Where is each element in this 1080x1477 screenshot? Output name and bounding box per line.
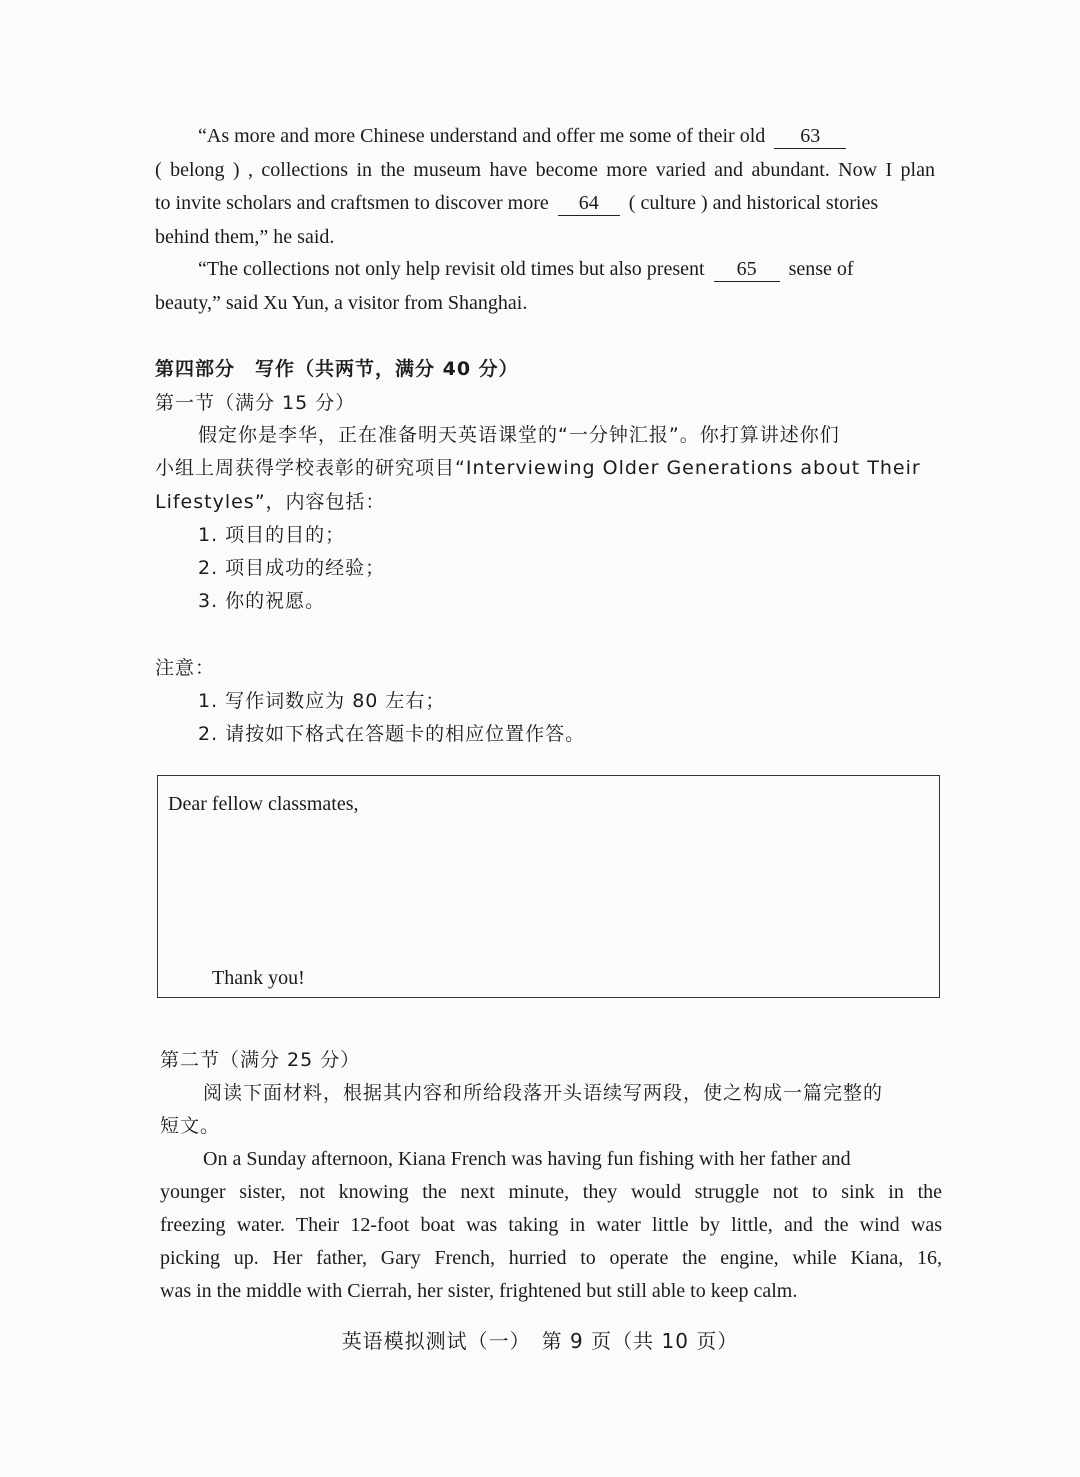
part4-heading: 第四部分 写作（共两节，满分 40 分）	[155, 358, 519, 380]
note-1: 1. 写作词数应为 80 左右；	[198, 690, 446, 712]
section2-prompt-line2: 短文。	[160, 1115, 221, 1137]
blank-64: 64	[558, 191, 620, 216]
blank-63: 63	[774, 124, 846, 149]
content-item-2: 2. 项目成功的经验；	[198, 557, 386, 579]
text-span: to invite scholars and craftsmen to discover more	[155, 192, 549, 214]
text-span: “The collections not only help revisit old times but also present	[198, 258, 705, 280]
section1-prompt-line1: 假定你是李华，正在准备明天英语课堂的“一分钟汇报”。你打算讲述你们	[198, 424, 840, 446]
story-line-5: was in the middle with Cierrah, her sister, frightened but still able to keep calm.	[160, 1280, 798, 1302]
section1-heading: 第一节（满分 15 分）	[155, 392, 356, 414]
section1-prompt-line3: Lifestyles”，内容包括：	[155, 491, 386, 513]
text-span: “As more and more Chinese understand and offer me some of their old	[198, 125, 766, 147]
story-line-1: On a Sunday afternoon, Kiana French was having fun fishing with her father and	[203, 1148, 851, 1170]
letter-closing: Thank you!	[212, 967, 305, 989]
content-item-1: 1. 项目的目的；	[198, 524, 346, 546]
story-line-4: picking up. Her father, Gary French, hurried to operate the engine, while Kiana, 16,	[160, 1247, 942, 1269]
page-footer: 英语模拟测试（一） 第 9 页（共 10 页）	[341, 1329, 739, 1353]
section2-prompt-line1: 阅读下面材料，根据其内容和所给段落开头语续写两段，使之构成一篇完整的	[203, 1082, 884, 1104]
text-span: sense of	[788, 258, 854, 280]
para1-line3	[155, 187, 878, 220]
para1-line2: ( belong ) , collections in the museum have become more varied and abundant. Now I plan	[155, 159, 935, 181]
letter-greeting: Dear fellow classmates,	[168, 793, 359, 815]
text-span: ( culture ) and historical stories	[628, 192, 879, 214]
content-item-3: 3. 你的祝愿。	[198, 590, 326, 612]
section2-heading: 第二节（满分 25 分）	[160, 1049, 361, 1071]
para1-line1	[198, 120, 850, 153]
note-2: 2. 请按如下格式在答题卡的相应位置作答。	[198, 723, 586, 745]
para2-line1	[198, 253, 854, 286]
letter-format-box	[157, 775, 940, 998]
story-line-3: freezing water. Their 12-foot boat was taking in water little by little, and the wind was	[160, 1214, 942, 1236]
section1-prompt-line2: 小组上周获得学校表彰的研究项目“Interviewing Older Generations about Their	[155, 457, 921, 479]
blank-65: 65	[714, 257, 780, 282]
para2-line2: beauty,” said Xu Yun, a visitor from Shanghai.	[155, 292, 528, 314]
para1-line4: behind them,” he said.	[155, 226, 335, 248]
note-label: 注意：	[155, 657, 216, 679]
story-line-2: younger sister, not knowing the next minute, they would struggle not to sink in the	[160, 1181, 942, 1203]
